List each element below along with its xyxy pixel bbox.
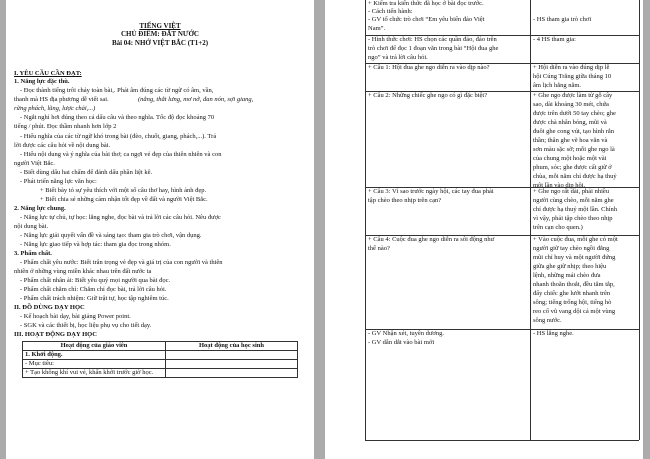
- teacher-activity-line: - Hình thức chơi: HS chọn các quần đảo, đảo trên: [368, 36, 497, 43]
- text-line: - Năng lực giao tiếp và hợp tác: tham gia đọc trong nhóm.: [20, 241, 171, 248]
- teacher-activity-line: - GV dẫn dắt vào bài mới: [368, 339, 435, 346]
- text-line: - Phẩm chất nhân ái: Biết yêu quý mọi người qua bài đọc.: [20, 277, 171, 284]
- text-line: II. ĐỒ DÙNG DẠY HỌC: [14, 304, 85, 311]
- activity-table: [22, 341, 298, 378]
- text-line: - Biết dùng dấu hai chấm để đánh dấu phần liệt kê.: [20, 169, 153, 176]
- subject-title: TIẾNG VIỆT: [139, 22, 181, 30]
- table-row-divider: [365, 63, 639, 64]
- text-line: III. HOẠT ĐỘNG DẠY HỌC: [14, 331, 97, 338]
- text-line: - Năng lực giải quyết vấn đề và sáng tạo: tham gia trò chơi, vận dụng.: [20, 232, 202, 239]
- text-line: + Biết chia sẻ những cảm nhận tốt đẹp về đất và người Việt Bắc.: [40, 196, 208, 203]
- text-line: 1. Năng lực đặc thù.: [14, 78, 70, 85]
- table-row-divider: [365, 187, 639, 188]
- table-row-divider: [365, 329, 639, 330]
- table-row-divider: [365, 35, 639, 36]
- text-line: - Phẩm chất trách nhiệm: Giữ trật tự, học tập nghiêm túc.: [20, 295, 169, 302]
- student-activity-line: đẩy chiếc ghe lướt nhanh trên: [533, 290, 611, 297]
- table-cell: [166, 360, 298, 369]
- table-border-left: [365, 0, 366, 440]
- student-activity-line: chùa, mỗi năm chỉ được hạ thuỷ: [533, 173, 617, 180]
- table-cell: + Tạo không khí vui vẻ, khấn khởi trước giờ học.: [23, 369, 166, 378]
- student-activity-line: chỉ được hạ thuỷ một lần. Chính: [533, 206, 618, 213]
- student-activity-line: + Hội diễn ra vào đúng dịp lễ: [533, 64, 610, 71]
- student-activity-line: giữa ghe giữ nhịp; theo hiệu: [533, 263, 607, 270]
- student-activity-line: đuôi ghe cong vút, tạo hình rắn: [533, 128, 615, 135]
- teacher-activity-line: - GV tổ chức trò chơi “Em yêu biển đảo Việt: [368, 16, 485, 23]
- student-activity-line: sao, dài khoảng 30 mét, chứa: [533, 101, 609, 108]
- text-line: - Hiểu nội dung và ý nghĩa của bài thơ; ca ngợi vẻ đẹp của thiên nhiên và con: [20, 151, 222, 158]
- italic-note: (nắng, thắt lưng, mơ nở, đan nón, sợi giang,: [138, 96, 254, 103]
- text-line: lời được các câu hỏi về nội dung bài.: [14, 142, 111, 149]
- teacher-activity-line: - GV Nhận xét, tuyên dương.: [368, 330, 444, 337]
- teacher-activity-line: + Câu 1: Hội đua ghe ngo diễn ra vào dịp nào?: [368, 64, 490, 71]
- teacher-activity-line: trò chơi để đọc 1 đoạn văn trong bài “Hội đua ghe: [368, 45, 499, 52]
- text-line: - Cách tiến hành:: [368, 8, 413, 15]
- text-line: nội dung bài.: [14, 223, 49, 230]
- student-activity-line: thần; thân ghe vẽ hoa văn và: [533, 137, 608, 144]
- student-activity-line: một lần vào dịp hội.: [533, 182, 586, 189]
- teacher-activity-line: tập chèo theo nhịp trên cạn?: [368, 197, 442, 204]
- student-activity-line: + Vào cuộc đua, mỗi ghe có một: [533, 236, 618, 243]
- text-line: - Kế hoạch bài dạy, bài giảng Power point.: [20, 313, 131, 320]
- student-activity-line: nhanh thoăn thoắt, đều tăm tắp,: [533, 281, 615, 288]
- text-line: + Kiểm tra kiến thức đã học ở bài đọc trước.: [368, 0, 484, 7]
- table-cell: 1. Khởi động.: [23, 351, 166, 360]
- teacher-activity-line: + Câu 2: Những chiếc ghe ngo có gì đặc biệt?: [368, 92, 488, 99]
- student-activity-line: hội Cúng Trăng giữa tháng 10: [533, 73, 612, 80]
- text-line: - Đọc thành tiếng trôi chảy toàn bài,. Phát âm đúng các từ ngữ có âm, vần,: [20, 87, 214, 94]
- table-header-row: [23, 342, 298, 351]
- student-activity-line: + Ghe ngo được làm từ gỗ cây: [533, 92, 613, 99]
- student-activity-line: vì vậy, phải tập chèo theo nhịp: [533, 215, 613, 222]
- teacher-activity-line: ngo” và trả lời câu hỏi.: [368, 54, 428, 61]
- table-row: [23, 360, 298, 369]
- table-row: [23, 351, 298, 360]
- text-line: - Phát triển năng lực văn học:: [20, 178, 97, 185]
- teacher-activity-line: Nam”.: [368, 25, 386, 32]
- table-cell: [166, 351, 298, 360]
- student-activity-line: âm lịch hằng năm.: [533, 82, 582, 89]
- student-activity-line: sông; tiếng trống hội, tiếng hò: [533, 299, 612, 306]
- student-activity-line: - 4 HS tham gia:: [533, 36, 576, 43]
- student-activity-line: được trên dưới 50 tay chèo; ghe: [533, 110, 616, 117]
- text-line: - Phẩm chất yêu nước: Biết trân trọng vẻ đẹp và giá trị của con người và thiên: [20, 259, 223, 266]
- text-line: tiếng / phút. Đọc thầm nhanh hơn lớp 2: [14, 123, 117, 130]
- table-border-right: [639, 0, 640, 440]
- document-page-left: [6, 0, 314, 459]
- text-line: - Phẩm chất chăm chỉ: Chăm chỉ đọc bài, trả lời câu hỏi.: [20, 286, 167, 293]
- teacher-activity-line: + Câu 3: Vì sao trước ngày hội, các tay đua phải: [368, 188, 494, 195]
- text-line: thanh mà HS địa phương dễ viết sai.: [14, 96, 109, 103]
- text-line: 3. Phẩm chất.: [14, 250, 52, 257]
- teacher-activity-line: + Câu 4: Cuộc đua ghe ngo diễn ra sôi động như: [368, 236, 495, 243]
- text-line: nhiên ở những vùng miền khác nhau trên đất nước ta: [14, 268, 152, 275]
- student-activity-line: + Ghe ngo rất dài, phải nhiều: [533, 188, 610, 195]
- table-cell: [166, 369, 298, 378]
- student-activity-line: - HS lắng nghe.: [533, 330, 574, 337]
- student-activity-line: phum, sóc; ghe được cất giữ ở: [533, 164, 612, 171]
- student-activity-line: người cùng chèo, mỗi năm ghe: [533, 197, 614, 204]
- text-line: - Năng lực tự chủ, tự học: lắng nghe, đọc bài và trả lời các câu hỏi. Nêu được: [20, 214, 221, 221]
- table-row-divider: [365, 91, 639, 92]
- table-cell: - Mục tiêu:: [23, 360, 166, 369]
- text-line: - Ngắt nghỉ hơi đúng theo cả dấu câu và theo nghĩa. Tốc độ đọc khoảng 70: [20, 114, 215, 121]
- text-line: + Biết bày tỏ sự yêu thích với một số câu thơ hay, hình ảnh đẹp.: [40, 187, 207, 194]
- student-activity-line: reo cổ vũ vang dội cả một vùng: [533, 308, 616, 315]
- student-activity-line: trên cạn cho quen.): [533, 224, 583, 231]
- table-row-divider: [365, 235, 639, 236]
- teacher-activity-line: thế nào?: [368, 245, 390, 252]
- student-activity-line: của chung một hoặc một vài: [533, 155, 607, 162]
- topic-title: CHỦ ĐIỂM: ĐẤT NƯỚC: [121, 30, 199, 38]
- student-activity-line: sông nước.: [533, 317, 562, 324]
- text-line: - SGK và các thiết bị, học liệu phụ vụ cho tiết dạy.: [20, 322, 152, 329]
- lesson-title: Bài 04: NHỚ VIỆT BẮC (T1+2): [111, 39, 209, 47]
- text-line: - Hiểu nghĩa của các từ ngữ khó trong bài (đèo, chuốt, giang, phách,...). Trả: [20, 133, 217, 140]
- student-activity-line: mũi chỉ huy và một người đứng: [533, 254, 616, 261]
- table-header-teacher: Hoạt động của giáo viên: [23, 342, 166, 351]
- text-line: I. YÊU CẦU CẦN ĐẠT:: [14, 70, 82, 77]
- student-activity-line: sơn màu sặc sỡ; mỗi ghe ngo là: [533, 146, 615, 153]
- student-activity-line: người giữ tay chèo ngồi đằng: [533, 245, 610, 252]
- table-row: [23, 369, 298, 378]
- table-border-middle: [530, 0, 531, 440]
- student-activity-line: lệnh, những mái chèo đưa: [533, 272, 601, 279]
- table-header-student: Hoạt động của học sinh: [166, 342, 298, 351]
- text-line: người Việt Bắc.: [14, 160, 55, 167]
- document-page-right: [325, 0, 643, 459]
- table-border-bottom: [365, 440, 639, 441]
- text-line: 2. Năng lực chung.: [14, 205, 66, 212]
- text-line: rừng phách, lũng, lược chải,...): [14, 105, 96, 112]
- student-activity-line: - HS tham gia trò chơi: [533, 16, 592, 23]
- student-activity-line: được chà nhẵn bóng, mũi và: [533, 119, 607, 126]
